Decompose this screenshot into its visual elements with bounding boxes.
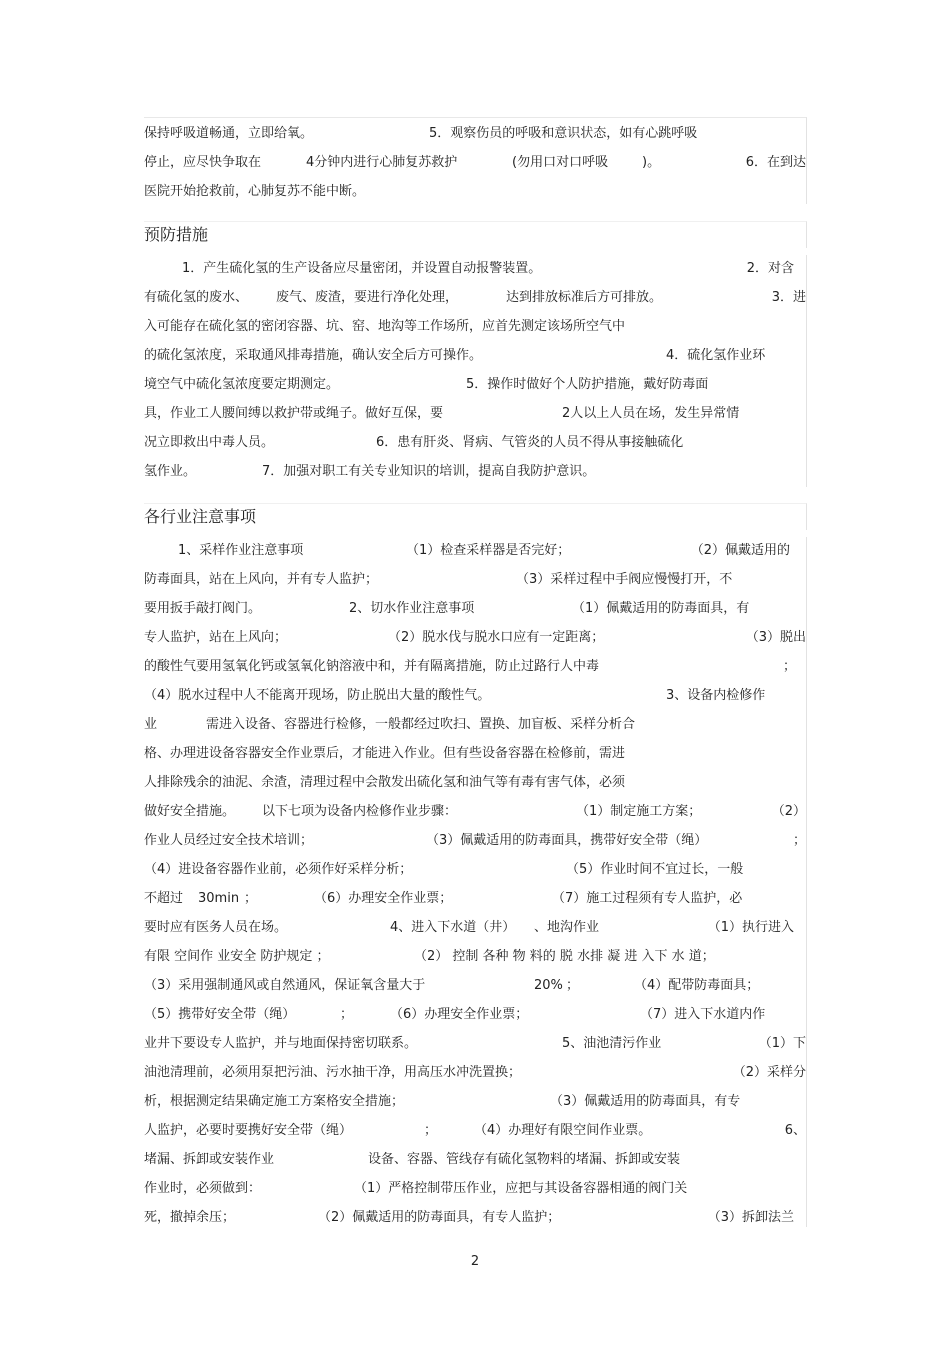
text-segment: （5）携带好安全带（绳）	[144, 1007, 296, 1022]
text-segment: 防毒面具，站在上风向，并有专人监护；	[144, 572, 379, 587]
text-segment: 析，根据测定结果确定施工方案格安全措施；	[144, 1094, 405, 1109]
text-segment: 死，撤掉余压；	[144, 1210, 236, 1225]
text-segment: 6．患有肝炎、肾病、气管炎的人员不得从事接触硫化	[376, 435, 684, 450]
text-segment: (勿用口对口呼吸	[512, 155, 609, 170]
text-line	[144, 860, 806, 880]
text-segment: 停止，应尽快争取在	[144, 155, 262, 170]
text-segment: 要时应有医务人员在场。	[144, 920, 288, 935]
text-segment: 1、采样作业注意事项	[178, 543, 304, 558]
text-line	[144, 1005, 806, 1025]
text-line	[144, 124, 806, 144]
text-line	[144, 918, 806, 938]
text-segment: 格、办理进设备容器安全作业票后，才能进入作业。但有些设备容器在检修前，需进	[144, 746, 626, 761]
text-segment: ；	[792, 833, 806, 848]
text-segment: 入可能存在硫化氢的密闭容器、坑、窑、地沟等工作场所，应首先测定该场所空气中	[144, 319, 626, 334]
text-line	[144, 462, 806, 482]
text-segment: （6）办理安全作业票；	[390, 1007, 529, 1022]
text-segment: （2）佩戴适用的防毒面具，有专人监护；	[318, 1210, 561, 1225]
text-segment: 人排除残余的油泥、余渣，清理过程中会散发出硫化氢和油气等有毒有害气体，必须	[144, 775, 626, 790]
text-segment: ；	[566, 978, 580, 993]
text-segment: 20%	[534, 978, 563, 993]
text-segment: 氢作业。	[144, 464, 197, 479]
text-line	[144, 599, 806, 619]
text-segment: 4、进入下水道（井）	[390, 920, 516, 935]
text-segment: 人监护，必要时要携好安全带（绳）	[144, 1123, 353, 1138]
text-line	[144, 1208, 806, 1228]
text-segment: 有限 空间作 业安全 防护规定 ；	[144, 949, 330, 964]
text-line	[144, 346, 806, 366]
text-segment: 保持呼吸道畅通，立即给氧。	[144, 126, 314, 141]
text-segment: 2、切水作业注意事项	[349, 601, 475, 616]
text-segment: 医院开始抢救前，心肺复苏不能中断。	[144, 184, 366, 199]
text-line	[144, 715, 806, 735]
text-segment: 需进入设备、容器进行检修，一般都经过吹扫、置换、加盲板、采样分析合	[206, 717, 636, 732]
text-segment: （6）办理安全作业票；	[314, 891, 453, 906]
text-segment: 5、油池清污作业	[562, 1036, 662, 1051]
text-line	[144, 570, 806, 590]
text-line	[144, 259, 806, 279]
text-segment: ；	[340, 1007, 354, 1022]
text-segment: （3）拆卸法兰	[707, 1210, 794, 1225]
text-line	[144, 182, 806, 202]
text-segment: 具，作业工人腰间缚以救护带或绳子。做好互保，要	[144, 406, 444, 421]
text-segment: （7）施工过程须有专人监护，必	[552, 891, 743, 906]
text-line	[144, 686, 806, 706]
page-number: 2	[470, 1254, 480, 1269]
text-line	[144, 831, 806, 851]
text-segment: 2．对含	[746, 261, 794, 276]
section-heading-industry-notes: 各行业注意事项	[144, 503, 807, 530]
text-segment: （2）	[771, 804, 806, 819]
text-segment: 、地沟作业	[534, 920, 600, 935]
text-segment: 2人以上人员在场，发生异常情	[562, 406, 740, 421]
text-line	[144, 976, 806, 996]
text-segment: （3）采样过程中手阀应慢慢打开，不	[516, 572, 733, 587]
text-line	[144, 1179, 806, 1199]
text-line	[144, 433, 806, 453]
text-segment: 4分钟内进行心肺复苏救护	[306, 155, 458, 170]
text-line	[144, 947, 806, 967]
text-segment: （1）执行进入	[707, 920, 794, 935]
text-line	[144, 657, 806, 677]
text-segment: 的酸性气要用氢氧化钙或氢氧化钠溶液中和，并有隔离措施，防止过路行人中毒	[144, 659, 600, 674]
text-segment: （4）脱水过程中人不能离开现场，防止脱出大量的酸性气。	[144, 688, 491, 703]
text-segment: )。	[642, 155, 661, 170]
text-segment: （1）佩戴适用的防毒面具，有	[572, 601, 750, 616]
text-segment: 油池清理前，必须用泵把污油、污水抽干净，用高压水冲洗置换；	[144, 1065, 522, 1080]
text-line	[144, 541, 806, 561]
text-segment: 的硫化氢浓度，采取通风排毒措施，确认安全后方可操作。	[144, 348, 483, 363]
text-segment: 业	[144, 717, 158, 732]
section-prevention-measures	[144, 255, 807, 487]
text-segment: （2）采样分	[732, 1065, 806, 1080]
text-segment: ；	[244, 891, 258, 906]
text-segment: 作业时，必须做到：	[144, 1181, 262, 1196]
text-segment: （1）下	[758, 1036, 806, 1051]
text-segment: （2）佩戴适用的	[690, 543, 790, 558]
section-industry-notes	[144, 537, 807, 1227]
text-segment: （3）脱出	[745, 630, 806, 645]
text-segment: 设备、容器、管线存有硫化氢物料的堵漏、拆卸或安装	[368, 1152, 681, 1167]
text-segment: 1．产生硫化氢的生产设备应尽量密闭，并设置自动报警装置。	[182, 261, 542, 276]
text-segment: ；	[782, 659, 796, 674]
text-line	[144, 288, 806, 308]
text-segment: 以下七项为设备内检修作业步骤：	[262, 804, 458, 819]
text-line	[144, 802, 806, 822]
section-heading-prevention: 预防措施	[144, 221, 807, 248]
text-segment: 3．进	[771, 290, 806, 305]
text-segment: 30min	[198, 891, 240, 906]
text-segment: 作业人员经过安全技术培训；	[144, 833, 314, 848]
text-segment: 7．加强对职工有关专业知识的培训，提高自我防护意识。	[262, 464, 596, 479]
text-line	[144, 628, 806, 648]
text-segment: （2）脱水伐与脱水口应有一定距离；	[388, 630, 605, 645]
text-segment: 达到排放标准后方可排放。	[506, 290, 663, 305]
text-segment: 6．在到达	[745, 155, 806, 170]
text-segment: （3）佩戴适用的防毒面具，携带好安全带（绳）	[426, 833, 708, 848]
text-line	[144, 375, 806, 395]
text-segment: （5）作业时间不宜过长，一般	[566, 862, 744, 877]
text-segment: 况立即救出中毒人员。	[144, 435, 275, 450]
text-line	[144, 744, 806, 764]
text-segment: （3）佩戴适用的防毒面具，有专	[550, 1094, 741, 1109]
text-segment: 境空气中硫化氢浓度要定期测定。	[144, 377, 340, 392]
text-line	[144, 1121, 806, 1141]
text-segment: （1）严格控制带压作业，应把与其设备容器相通的阀门关	[354, 1181, 688, 1196]
text-segment: 要用扳手敲打阀门。	[144, 601, 262, 616]
text-segment: 废气、废渣，要进行净化处理，	[276, 290, 459, 305]
text-segment: 5．观察伤员的呼吸和意识状态，如有心跳呼吸	[429, 126, 698, 141]
text-segment: 5．操作时做好个人防护措施，戴好防毒面	[466, 377, 709, 392]
text-segment: （3）采用强制通风或自然通风，保证氧含量大于	[144, 978, 426, 993]
text-line	[144, 404, 806, 424]
text-segment: 有硫化氢的废水、	[144, 290, 249, 305]
text-segment: 6、	[784, 1123, 806, 1138]
text-segment: （1）检查采样器是否完好；	[406, 543, 571, 558]
text-segment: 专人监护，站在上风向；	[144, 630, 288, 645]
text-segment: 4．硫化氢作业环	[666, 348, 766, 363]
text-line	[144, 889, 806, 909]
text-line	[144, 1092, 806, 1112]
text-segment: ；	[424, 1123, 438, 1138]
text-segment: （1）制定施工方案；	[576, 804, 702, 819]
text-line	[144, 317, 806, 337]
text-segment: （2） 控制 各种 物 料的 脱 水排 凝 进 入下 水 道；	[414, 949, 715, 964]
text-line	[144, 773, 806, 793]
text-line	[144, 1034, 806, 1054]
text-segment: （4）进设备容器作业前，必须作好采样分析；	[144, 862, 413, 877]
text-segment: 3、设备内检修作	[666, 688, 766, 703]
text-segment: 业井下要设专人监护，并与地面保持密切联系。	[144, 1036, 418, 1051]
text-segment: 堵漏、拆卸或安装作业	[144, 1152, 275, 1167]
text-line	[144, 1150, 806, 1170]
text-line	[144, 153, 806, 173]
text-segment: （4）办理好有限空间作业票。	[474, 1123, 652, 1138]
text-segment: （7）进入下水道内作	[640, 1007, 766, 1022]
section-first-aid-continued	[144, 117, 807, 204]
text-segment: 做好安全措施。	[144, 804, 236, 819]
text-segment: 不超过	[144, 891, 184, 906]
text-line	[144, 1063, 806, 1083]
text-segment: （4）配带防毒面具；	[634, 978, 760, 993]
